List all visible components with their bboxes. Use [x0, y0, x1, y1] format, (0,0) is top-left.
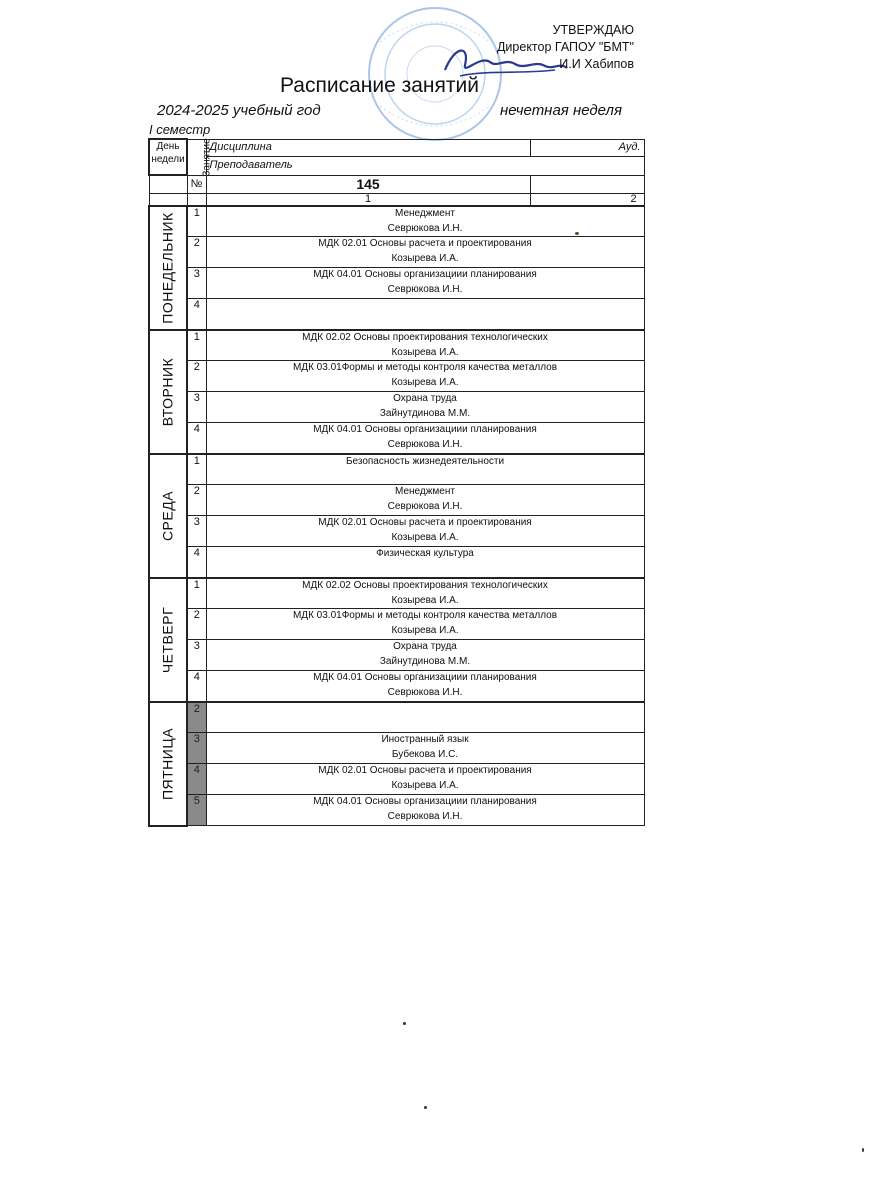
teacher-name: Севрюкова И.Н. — [387, 501, 463, 512]
discipline-header: Дисциплина — [206, 139, 530, 156]
lesson-row — [149, 268, 644, 299]
subject-name: МДК 04.01 Основы организациии планирования — [313, 424, 537, 435]
page-title: Расписание занятий — [280, 74, 479, 97]
group-number: 145 — [206, 175, 530, 193]
lesson-number: 3 — [187, 268, 206, 299]
scan-speck — [424, 1106, 427, 1109]
lesson-number: 1 — [187, 206, 206, 237]
week-type: нечетная неделя — [500, 102, 622, 119]
empty-cell — [530, 175, 644, 193]
academic-year: 2024-2025 учебный год — [157, 102, 321, 119]
teacher-name: Севрюкова И.Н. — [387, 284, 463, 295]
lesson-number: 2 — [187, 609, 206, 640]
scan-speck — [575, 232, 579, 235]
subject-name: МДК 02.01 Основы расчета и проектирования — [318, 765, 532, 776]
lesson-cell — [206, 640, 644, 671]
teacher-name: Козырева И.А. — [391, 377, 459, 388]
teacher-name: Севрюкова И.Н. — [387, 687, 463, 698]
teacher-name: Бубекова И.С. — [391, 749, 459, 760]
lesson-cell — [206, 330, 644, 361]
lesson-row — [149, 454, 644, 485]
lesson-cell — [206, 423, 644, 454]
subject-name: МДК 04.01 Основы организациии планирования — [313, 796, 537, 807]
subject-name: МДК 04.01 Основы организациии планирования — [313, 269, 537, 280]
subject-name: МДК 02.01 Основы расчета и проектирования — [318, 517, 532, 528]
teacher-name: Зайнутдинова М.М. — [379, 408, 471, 419]
subject-name: Физическая культура — [376, 548, 474, 559]
day-name: ЧЕТВЕРГ — [159, 606, 176, 673]
lesson-number: 3 — [187, 516, 206, 547]
subject-name: Иностранный язык — [381, 734, 469, 745]
lesson-row — [149, 361, 644, 392]
teacher-header: Преподаватель — [206, 156, 644, 175]
subgroup-2: 2 — [530, 193, 644, 206]
subject-name: МДК 03.01Формы и методы контроля качества металлов — [292, 610, 558, 621]
subject-name: Охрана труда — [393, 393, 457, 404]
lesson-row — [149, 299, 644, 330]
lesson-number: 1 — [187, 330, 206, 361]
day-name: ВТОРНИК — [159, 357, 176, 426]
approval-line1: УТВЕРЖДАЮ — [552, 23, 634, 37]
lesson-row — [149, 702, 644, 733]
lesson-number: 3 — [187, 733, 206, 764]
teacher-name: Севрюкова И.Н. — [387, 222, 463, 234]
day-name: ПЯТНИЦА — [159, 727, 176, 800]
lesson-cell — [206, 237, 644, 268]
lesson-row — [149, 764, 644, 795]
teacher-name: Козырева И.А. — [391, 625, 459, 636]
lesson-cell — [206, 547, 644, 578]
lesson-row — [149, 578, 644, 609]
subject-name: МДК 02.02 Основы проектирования технологических — [302, 579, 548, 591]
lesson-row — [149, 392, 644, 423]
day-name-cell — [149, 454, 187, 578]
schedule-table — [148, 138, 645, 827]
lesson-cell — [206, 392, 644, 423]
lesson-cell — [206, 764, 644, 795]
lesson-number: 4 — [187, 547, 206, 578]
lesson-row — [149, 237, 644, 268]
teacher-name: Козырева И.А. — [391, 780, 459, 791]
subgroup-1: 1 — [206, 193, 530, 206]
subject-name: Менеджмент — [395, 486, 455, 497]
lesson-number: 2 — [187, 702, 206, 733]
teacher-name: Козырева И.А. — [391, 594, 459, 606]
day-name: СРЕДА — [159, 490, 176, 541]
approval-line3: И.И Хабипов — [559, 57, 634, 71]
lesson-row — [149, 485, 644, 516]
teacher-name: Козырева И.А. — [391, 253, 459, 264]
lesson-cell — [206, 671, 644, 702]
day-name: ПОНЕДЕЛЬНИК — [159, 211, 176, 324]
lesson-row — [149, 206, 644, 237]
lesson-cell — [206, 795, 644, 826]
lesson-row — [149, 640, 644, 671]
lesson-row — [149, 733, 644, 764]
subject-name: МДК 03.01Формы и методы контроля качества металлов — [292, 362, 558, 373]
lesson-number: 3 — [187, 392, 206, 423]
lesson-number: 2 — [187, 361, 206, 392]
lesson-header: Занятие — [187, 139, 206, 175]
subject-name: Охрана труда — [393, 641, 457, 652]
day-name-cell — [149, 702, 187, 826]
day-name-cell — [149, 206, 187, 330]
empty-cell — [187, 193, 206, 206]
lesson-row — [149, 795, 644, 826]
subject-name: Менеджмент — [395, 207, 455, 219]
lesson-number: 4 — [187, 423, 206, 454]
lesson-cell — [206, 268, 644, 299]
lesson-number: 2 — [187, 485, 206, 516]
lesson-row — [149, 547, 644, 578]
lesson-cell — [206, 454, 644, 485]
approval-block — [497, 22, 634, 73]
subject-name: МДК 04.01 Основы организациии планирования — [313, 672, 537, 683]
lesson-row — [149, 423, 644, 454]
lesson-number: 5 — [187, 795, 206, 826]
teacher-name: Зайнутдинова М.М. — [379, 656, 471, 667]
lesson-number: 4 — [187, 671, 206, 702]
lesson-cell — [206, 361, 644, 392]
lesson-cell — [206, 485, 644, 516]
lesson-cell — [206, 578, 644, 609]
empty-cell — [149, 175, 187, 193]
lesson-number: 1 — [187, 578, 206, 609]
subject-name: Безопасность жизнедеятельности — [345, 455, 505, 467]
lesson-number: 2 — [187, 237, 206, 268]
semester: I семестр — [149, 122, 211, 137]
teacher-name: Козырева И.А. — [391, 346, 459, 358]
subject-name: МДК 02.01 Основы расчета и проектирования — [318, 238, 532, 249]
lesson-row — [149, 609, 644, 640]
day-name-cell — [149, 578, 187, 702]
teacher-name: Севрюкова И.Н. — [387, 811, 463, 822]
lesson-cell — [206, 733, 644, 764]
scan-speck — [403, 1022, 406, 1025]
lesson-row — [149, 671, 644, 702]
lesson-cell — [206, 702, 644, 733]
lesson-cell — [206, 516, 644, 547]
lesson-number: 4 — [187, 764, 206, 795]
lesson-number: 1 — [187, 454, 206, 485]
scan-speck — [862, 1148, 864, 1152]
day-header: День недели — [149, 139, 187, 175]
approval-line2: Директор ГАПОУ "БМТ" — [496, 40, 634, 54]
lesson-row — [149, 516, 644, 547]
lesson-row — [149, 330, 644, 361]
lesson-number: 4 — [187, 299, 206, 330]
subject-name: МДК 02.02 Основы проектирования технологических — [302, 331, 548, 343]
lesson-number: 3 — [187, 640, 206, 671]
lesson-cell — [206, 299, 644, 330]
day-name-cell — [149, 330, 187, 454]
number-sign: № — [187, 175, 206, 193]
empty-cell — [149, 193, 187, 206]
teacher-name: Севрюкова И.Н. — [387, 439, 463, 450]
lesson-cell — [206, 609, 644, 640]
room-header: Ауд. — [530, 139, 644, 156]
teacher-name: Козырева И.А. — [391, 532, 459, 543]
